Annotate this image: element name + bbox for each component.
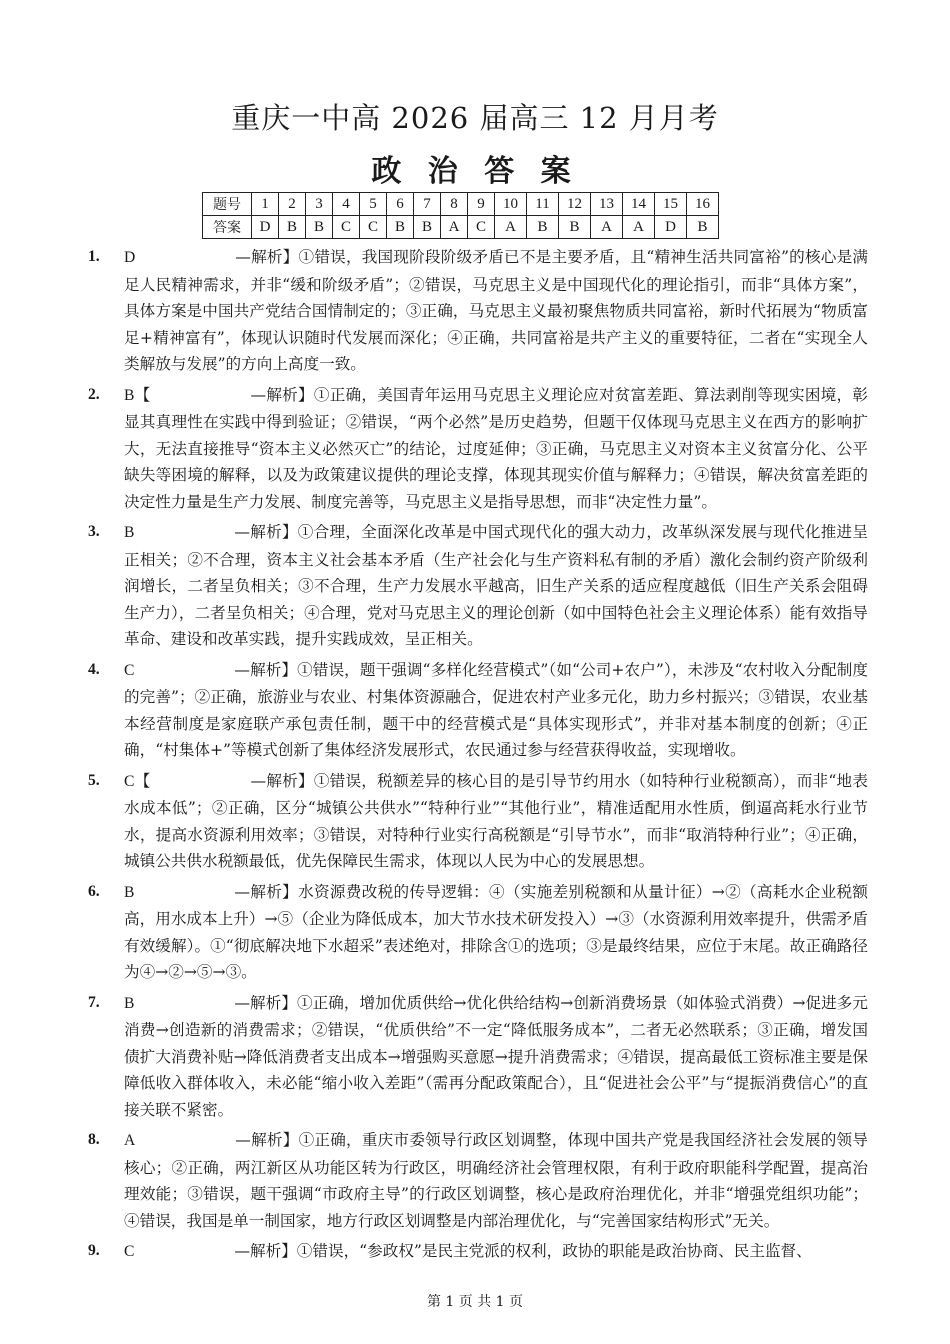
table-cell-answer: B: [559, 216, 591, 239]
item-answer: C: [124, 1243, 135, 1260]
item-analysis-label: —解析】: [234, 1242, 297, 1260]
table-cell-answer: B: [306, 216, 333, 239]
item-answer: B: [124, 883, 135, 901]
answer-table: [202, 192, 719, 239]
table-cell-answer: B: [687, 216, 719, 239]
table-cell-answer: B: [279, 216, 306, 239]
explanation-item-2: [88, 382, 868, 516]
item-answer: B: [124, 386, 135, 404]
item-text: ①错误，题干强调“多样化经营模式”（如“公司+农户”），未涉及“农村收入分配制度的完善”；②正确，旅游业与农业、村集体资源融合，促进农村产业多元化，助力乡村振兴；③错误，农业基本经营制度是家庭联产承包责任制，题干中的经营模式是“具体实现形式”，并非对基本制度的创新；④正确，“村集体+”等模式创新了集体经济发展形式，农民通过参与经营获得收益，实现增收。: [124, 660, 868, 759]
item-analysis-label: —解析】: [234, 993, 297, 1012]
item-analysis-label: —解析】: [235, 248, 299, 266]
explanation-item-7: [88, 990, 868, 1124]
item-analysis-label: —解析】: [250, 771, 314, 790]
table-cell-answer: A: [495, 216, 527, 239]
item-analysis-label: —解析】: [234, 882, 299, 901]
item-answer: B: [124, 524, 135, 541]
table-cell-number: 13: [591, 193, 623, 216]
answer-table-answer-row: [203, 216, 719, 239]
answer-table-number-row: [203, 193, 719, 216]
item-number: 2.: [88, 385, 100, 403]
item-analysis-label: —解析】: [234, 523, 298, 541]
item-answer: C: [124, 661, 135, 679]
item-text: ①错误，我国现阶段阶级矛盾已不是主要矛盾，且“精神生活共同富裕”的核心是满足人民精神需求，并非“缓和阶级矛盾”；②错误，马克思主义是中国现代化的理论指引，而非“具体方案”，具体方案是中国共产党结合国情制定的；③正确，马克思主义最初聚焦物质共同富裕，新时代拓展为“物质富足+精神富有”，体现认识随时代发展而深化；④正确，共同富裕是共产主义的重要特征，二者在“实现全人类解放与发展”的方向上高度一致。: [124, 248, 868, 373]
row-label-answer: 答案: [203, 216, 252, 239]
table-cell-number: 7: [414, 193, 441, 216]
table-cell-number: 16: [687, 193, 719, 216]
table-cell-number: 12: [559, 193, 591, 216]
item-answer: B: [124, 994, 135, 1012]
explanation-item-4: [88, 657, 868, 764]
item-text: ①错误，“参政权”是民主党派的权利，政协的职能是政治协商、民主监督、: [296, 1242, 812, 1260]
item-text: ①错误，税额差异的核心目的是引导节约用水（如特种行业税额高），而非“地表水成本低”；②正确，区分“城镇公共供水”“特种行业”“其他行业”，精准适配用水性质，倒逼高耗水行业节水，提高水资源利用效率；③错误，对特种行业实行高税额是“引导节水”，而非“取消特种行业”；④正确，城镇公共供水税额最低，优先保障民生需求，体现以人民为中心的发展思想。: [124, 771, 868, 870]
item-text: ①正确，重庆市委领导行政区划调整，体现中国共产党是我国经济社会发展的领导核心；②正确，两江新区从功能区转为行政区，明确经济社会管理权限，有利于政府职能科学配置，提高治理效能；③错误，题干强调“市政府主导”的行政区划调整，核心是政府治理优化，并非“增强党组织功能”；④错误，我国是单一制国家，地方行政区划调整是内部治理优化，与“完善国家结构形式”无关。: [124, 1131, 868, 1230]
item-analysis-label: —解析】: [235, 1131, 299, 1149]
explanation-item-6: [88, 879, 868, 986]
item-number: 6.: [88, 882, 100, 900]
item-text: ①正确，增加优质供给→优化供给结构→创新消费场景（如体验式消费）→促进多元消费→创造新的消费需求；②错误，“优质供给”不一定“降低服务成本”，二者无必然联系；③正确，增发国债扩大消费补贴→降低消费者支出成本→增强购买意愿→提升消费需求；④错误，提高最低工资标准主要是保障低收入群体收入，未必能“缩小收入差距”（需再分配政策配合），且“促进社会公平”与“提振消费信心”的直接关联不紧密。: [124, 993, 868, 1119]
table-cell-number: 11: [527, 193, 559, 216]
table-cell-number: 4: [333, 193, 360, 216]
item-answer: A: [124, 1132, 136, 1149]
item-number: 7.: [88, 993, 100, 1011]
table-cell-answer: B: [414, 216, 441, 239]
item-number: 8.: [88, 1131, 100, 1148]
table-cell-answer: C: [468, 216, 495, 239]
explanation-item-9: [88, 1238, 868, 1266]
table-cell-number: 3: [306, 193, 333, 216]
item-analysis-label: —解析】: [250, 385, 314, 404]
page-title: 重庆一中高 2026 届高三 12 月月考: [231, 101, 719, 135]
table-cell-number: 14: [623, 193, 655, 216]
item-text: 水资源费改税的传导逻辑：④（实施差别税额和从量计征）→②（高耗水企业税额高，用水成本上升）→⑤（企业为降低成本，加大节水技术研发投入）→③（水资源利用效率提升，供需矛盾有效缓解）。①“彻底解决地下水超采”表述绝对，排除含①的选项；③是最终结果，应位于末尾。故正确路径为④→②→⑤→③。: [124, 882, 868, 981]
item-answer: C: [124, 772, 135, 790]
item-text: ①正确，美国青年运用马克思主义理论应对贫富差距、算法剥削等现实困境，彰显其真理性在实践中得到验证；②错误，“两个必然”是历史趋势，但题干仅体现马克思主义在西方的影响扩大，无法直接推导“资本主义必然灭亡”的结论，过度延伸；③正确，马克思主义对资本主义贫富分化、公平缺失等困境的解释，以及为政策建议提供的理论支撑，体现其现实价值与解释力；④错误，解决贫富差距的决定性力量是生产力发展、制度完善等，马克思主义是指导思想，而非“决定性力量”。: [124, 385, 868, 511]
table-cell-answer: A: [623, 216, 655, 239]
item-bracket: 【: [134, 771, 151, 790]
explanation-list: [88, 244, 868, 1270]
item-number: 3.: [88, 523, 100, 540]
table-cell-answer: C: [333, 216, 360, 239]
table-cell-answer: B: [387, 216, 414, 239]
item-text: ①合理，全面深化改革是中国式现代化的强大动力，改革纵深发展与现代化推进呈正相关；②不合理，资本主义社会基本矛盾（生产社会化与生产资料私有制的矛盾）激化会制约资产阶级利润增长，二者呈负相关；③不合理，生产力发展水平越高，旧生产关系的适应程度越低（旧生产关系会阻碍生产力），二者呈负相关；④合理，党对马克思主义的理论创新（如中国特色社会主义理论体系）能有效指导革命、建设和改革实践，提升实践成效，呈正相关。: [124, 523, 868, 648]
row-label-number: 题号: [203, 193, 252, 216]
table-cell-answer: A: [441, 216, 468, 239]
table-cell-answer: D: [252, 216, 279, 239]
page-footer: 第 1 页 共 1 页: [426, 1294, 524, 1310]
table-cell-number: 15: [655, 193, 687, 216]
item-bracket: 【: [134, 385, 151, 404]
table-cell-answer: B: [527, 216, 559, 239]
item-answer: D: [124, 249, 136, 266]
page-subtitle: 政 治 答 案: [371, 154, 579, 189]
explanation-item-8: [88, 1127, 868, 1234]
explanation-item-1: [88, 244, 868, 378]
item-number: 4.: [88, 660, 100, 678]
table-cell-answer: D: [655, 216, 687, 239]
table-cell-number: 9: [468, 193, 495, 216]
table-cell-number: 1: [252, 193, 279, 216]
item-analysis-label: —解析】: [234, 660, 298, 679]
table-cell-answer: C: [360, 216, 387, 239]
explanation-item-3: [88, 519, 868, 653]
table-cell-answer: A: [591, 216, 623, 239]
table-cell-number: 6: [387, 193, 414, 216]
item-number: 5.: [88, 771, 100, 789]
table-cell-number: 2: [279, 193, 306, 216]
table-cell-number: 8: [441, 193, 468, 216]
table-cell-number: 10: [495, 193, 527, 216]
explanation-item-5: [88, 768, 868, 875]
item-number: 9.: [88, 1242, 100, 1259]
table-cell-number: 5: [360, 193, 387, 216]
item-number: 1.: [88, 248, 100, 265]
